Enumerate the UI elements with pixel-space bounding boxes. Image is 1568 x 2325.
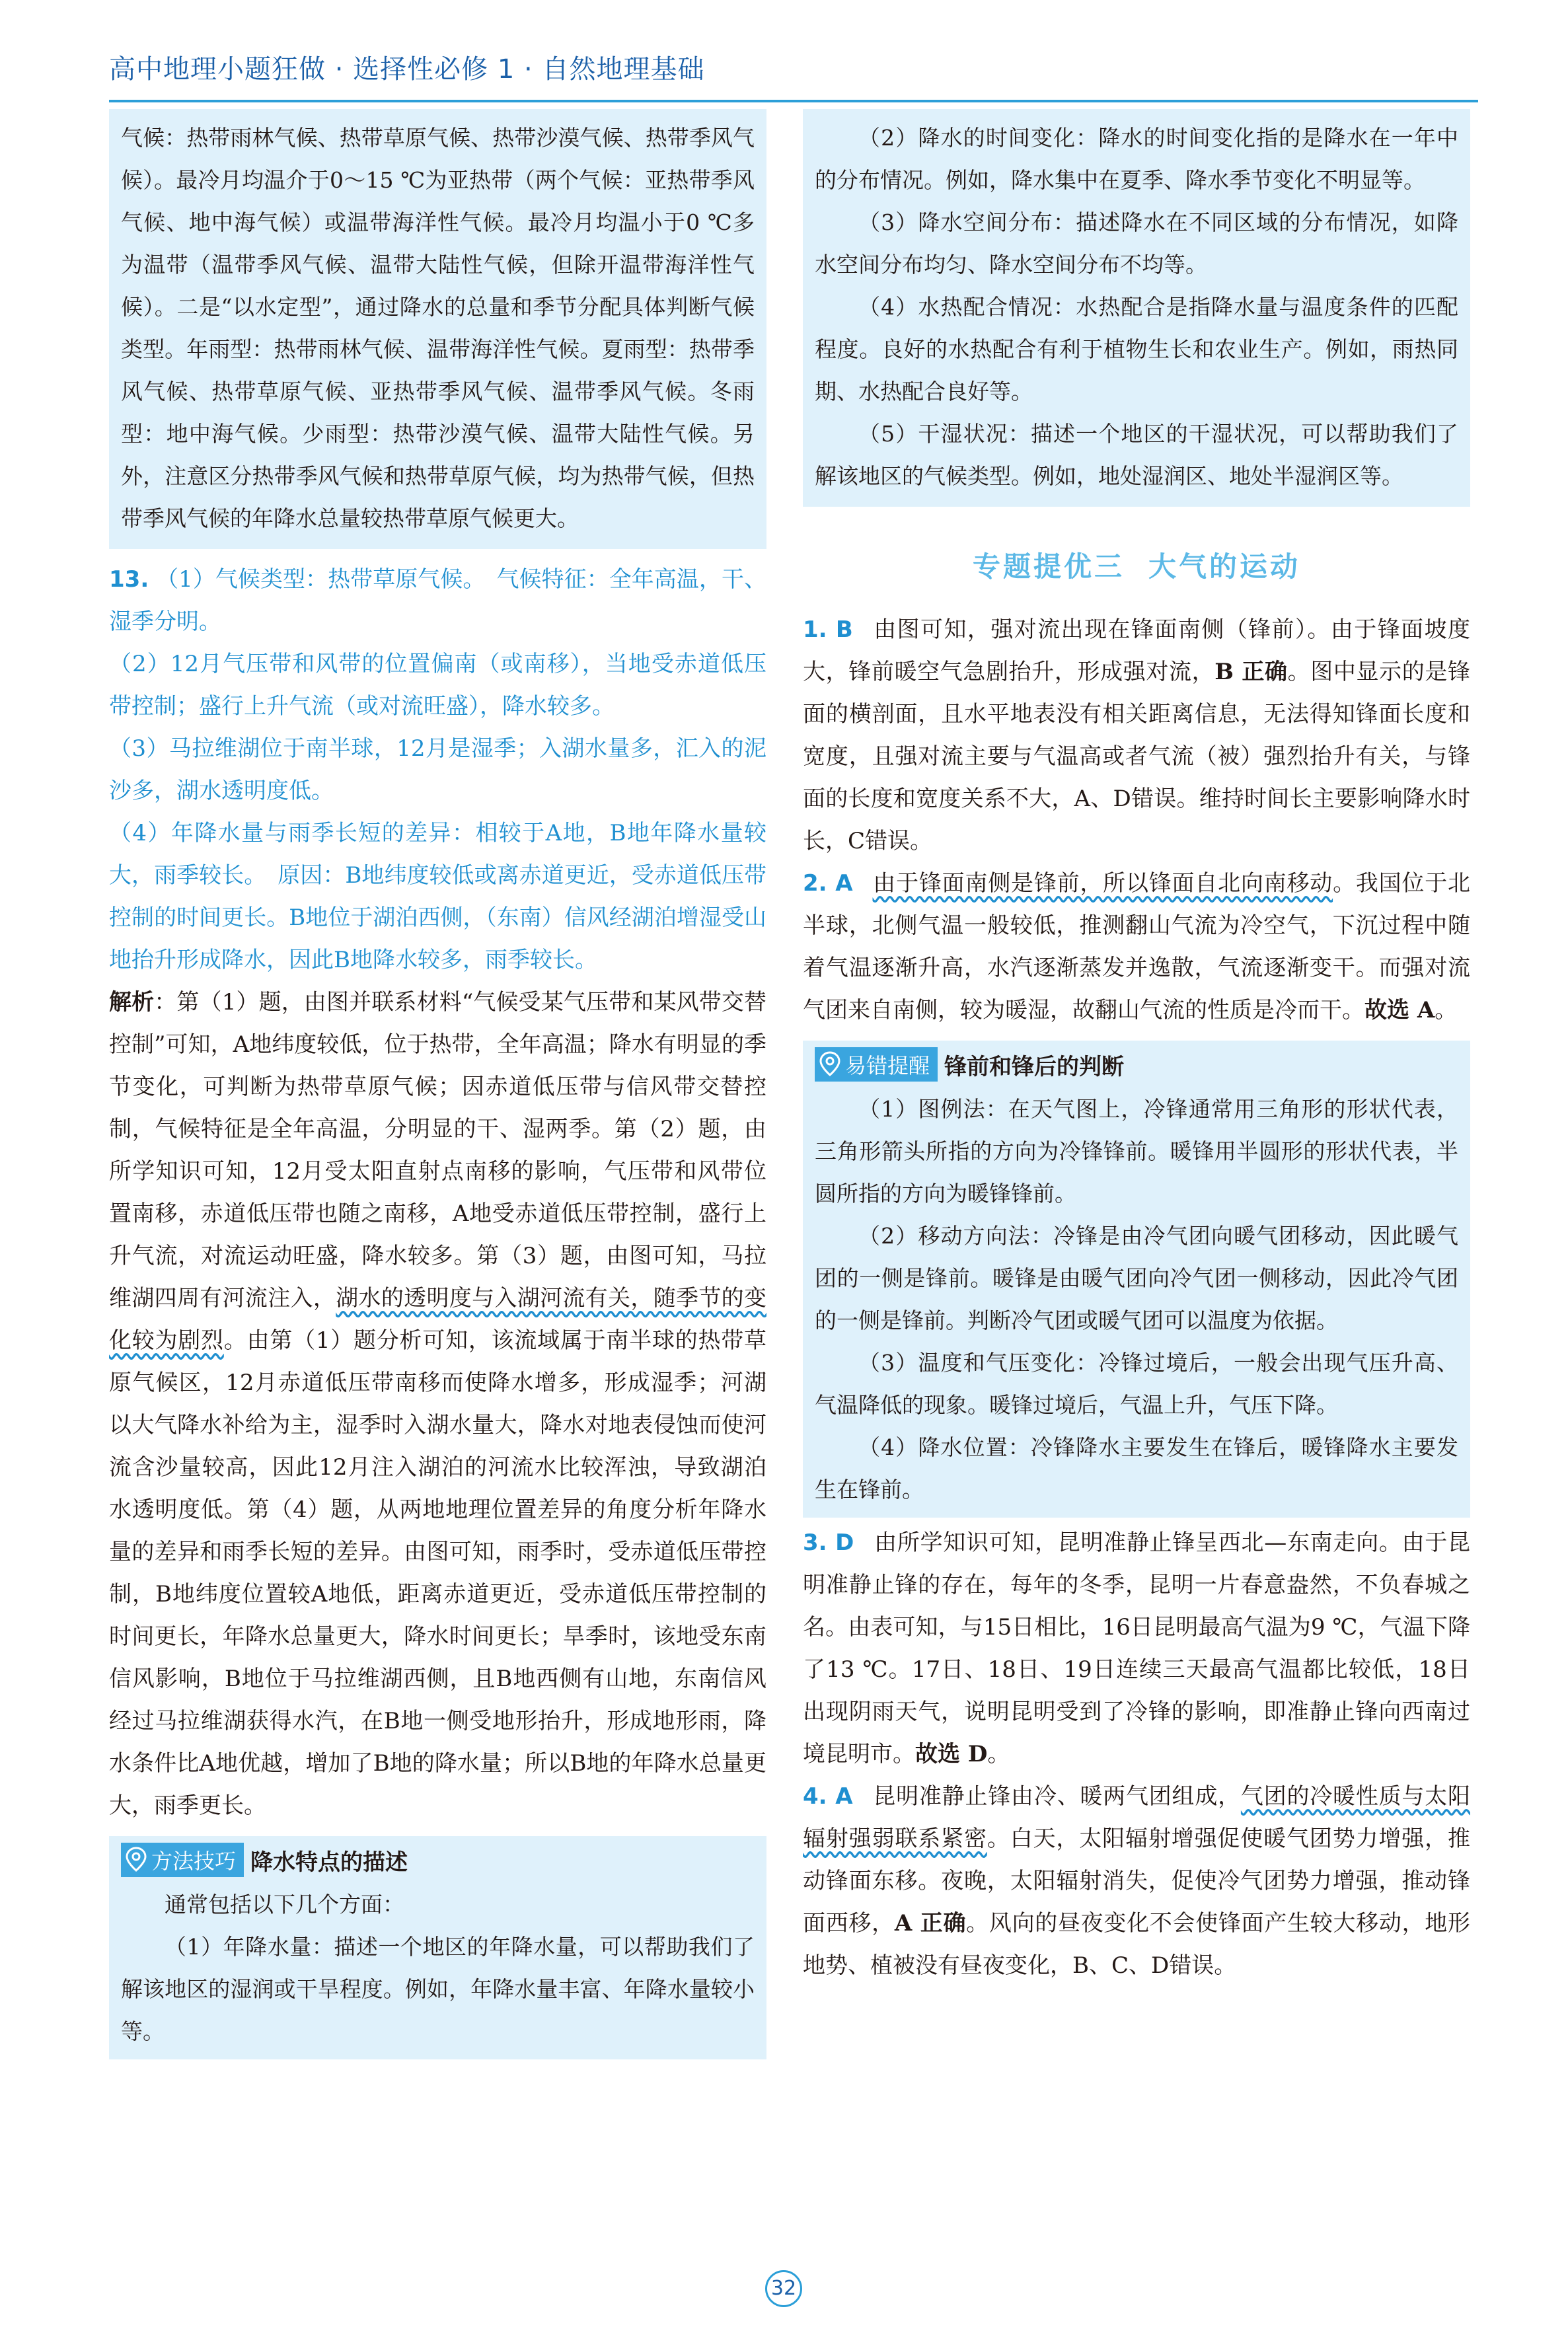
climate-note-box: [109, 109, 766, 549]
page-number: 32: [765, 2270, 802, 2307]
answer-13-part3: （3）马拉维湖位于南半球，12月是湿季；入湖水量多，汇入的泥沙多，湖水透明度低。: [109, 735, 766, 804]
book-title: 高中地理小题狂做 · 选择性必修 1 · 自然地理基础: [109, 54, 705, 85]
key-point-underline: 气团的冷暖性质与太阳辐射强弱联系紧密: [803, 1783, 1470, 1852]
answer-13-part4: （4）年降水量与雨季长短的差异：相较于A地，B地年降水量较大，雨季较长。 原因：B地纬度较低或离赤道更近，受赤道低压带控制的时间更长。B地位于湖泊西侧，（东南）信风经湖泊增湿受山地抬升形成降水，因此B地降水较多，雨季较长。: [109, 820, 766, 973]
error-tip-item: （3）温度和气压变化：冷锋过境后，一般会出现气压升高、气温降低的现象。暖锋过境后，气温上升，气压下降。: [815, 1350, 1458, 1418]
key-point-underline: 湖水的透明度与入湖河流有关，随季节的变化较为剧烈: [109, 1285, 767, 1354]
answer-3: 3. D 由所学知识可知，昆明准静止锋呈西北—东南走向。由于昆明准静止锋的存在，每年的冬季，昆明一片春意盎然，不负春城之名。由表可知，与15日相比，16日昆明最高气温为9 ℃，气温下降了13 ℃。17日、18日、19日连续三天最高气温都比较低，18日出现阴雨天气，说明昆明受到了冷锋的影响，即准静止锋向西南过境昆明市。故选 D。: [803, 1530, 1470, 1767]
method-tip-tag: 方法技巧: [121, 1843, 244, 1877]
error-tip-tag: 易错提醒: [815, 1047, 938, 1082]
answer-13-part2: （2）12月气压带和风带的位置偏南（或南移），当地受赤道低压带控制；盛行上升气流（或对流旺盛），降水较多。: [109, 651, 766, 720]
answer-2: 2. A 由于锋面南侧是锋前，所以锋面自北向南移动。我国位于北半球，北侧气温一般较低，推测翻山气流为冷空气，下沉过程中随着气温逐渐升高，水汽逐渐蒸发并逸散，气流逐渐变干。而强对流气团来自南侧，较为暖湿，故翻山气流的性质是冷而干。故选 A。: [803, 870, 1471, 1023]
page-header: [109, 36, 1478, 102]
map-pin-icon: [819, 1051, 841, 1078]
answer-3-key: 3. D: [803, 1530, 854, 1556]
method-tip-box-continued: [803, 109, 1470, 507]
left-column: [109, 109, 766, 2059]
method-tip-item: （3）降水空间分布：描述降水在不同区域的分布情况，如降水空间分布均匀、降水空间分布不均等。: [815, 209, 1458, 277]
error-tip-item: （1）图例法：在天气图上，冷锋通常用三角形的形状代表，三角形箭头所指的方向为冷锋锋前。暖锋用半圆形的形状代表，半圆所指的方向为暖锋锋前。: [815, 1096, 1458, 1206]
method-tip-item: （4）水热配合情况：水热配合是指降水量与温度条件的匹配程度。良好的水热配合有利于植物生长和农业生产。例如，雨热同期、水热配合良好等。: [815, 294, 1458, 404]
method-tip-item: （5）干湿状况：描述一个地区的干湿状况，可以帮助我们了解该地区的气候类型。例如，地处湿润区、地处半湿润区等。: [815, 421, 1458, 489]
method-tip-item: （2）降水的时间变化：降水的时间变化指的是降水在一年中的分布情况。例如，降水集中在夏季、降水季节变化不明显等。: [815, 125, 1458, 193]
answer-4: 4. A 昆明准静止锋由冷、暖两气团组成，气团的冷暖性质与太阳辐射强弱联系紧密。白天，太阳辐射增强促使暖气团势力增强，推动锋面东移。夜晚，太阳辐射消失，促使冷气团势力增强，推动锋面西移，A 正确。风向的昼夜变化不会使锋面产生较大移动，地形地势、植被没有昼夜变化，B、C、D错误。: [803, 1783, 1471, 1979]
answer-13-part1: 13. （1）气候类型：热带草原气候。 气候特征：全年高温，干、湿季分明。: [109, 566, 766, 635]
error-tip-item: （2）移动方向法：冷锋是由冷气团向暖气团移动，因此暖气团的一侧是锋前。暖锋是由暖气团向冷气团一侧移动，因此冷气团的一侧是锋前。判断冷气团或暖气团可以温度为依据。: [815, 1223, 1458, 1333]
right-column: [803, 109, 1470, 1987]
answer-1: 1. B 由图可知，强对流出现在锋面南侧（锋前）。由于锋面坡度大，锋前暖空气急剧抬升，形成强对流，B 正确。图中显示的是锋面的横剖面，且水平地表没有相关距离信息，无法得知锋面长度和宽度，且强对流主要与气温高或者气流（被）强烈抬升有关，与锋面的长度和宽度关系不大，A、D错误。维持时间长主要影响降水时长，C错误。: [803, 616, 1471, 854]
error-tip-box: [803, 1041, 1470, 1518]
question-number: 13.: [109, 566, 149, 593]
method-tip-box: [109, 1836, 766, 2059]
climate-note-text: 气候：热带雨林气候、热带草原气候、热带沙漠气候、热带季风气候）。最冷月均温介于0～15 ℃为亚热带（两个气候：亚热带季风气候、地中海气候）或温带海洋性气候。最冷月均温小于0 ℃多为温带（温带季风气候、温带大陆性气候，但除开温带海洋性气候）。二是“以水定型”，通过降水的总量和季节分配具体判断气候类型。年雨型：热带雨林气候、温带海洋性气候。夏雨型：热带季风气候、热带草原气候、亚热带季风气候、温带季风气候。冬雨型：地中海气候。少雨型：热带沙漠气候、温带大陆性气候。另外，注意区分热带季风气候和热带草原气候，均为热带气候，但热带季风气候的年降水总量较热带草原气候更大。: [121, 125, 755, 531]
answer-2-key: 2. A: [803, 870, 853, 897]
error-tip-title: 锋前和锋后的判断: [944, 1053, 1125, 1080]
method-tip-item: （1）年降水量：描述一个地区的年降水量，可以帮助我们了解该地区的湿润或干旱程度。例如，年降水量丰富、年降水量较小等。: [121, 1934, 755, 2044]
header-rule: [109, 100, 1478, 102]
error-tip-item: （4）降水位置：冷锋降水主要发生在锋后，暖锋降水主要发生在锋前。: [815, 1434, 1458, 1502]
topic-heading: 专题提优三 大气的运动: [972, 550, 1301, 583]
answer-13: [109, 558, 766, 981]
analysis-13: 解析：第（1）题，由图并联系材料“气候受某气压带和某风带交替控制”可知，A地纬度较低，位于热带，全年高温；降水有明显的季节变化，可判断为热带草原气候；因赤道低压带与信风带交替控制，气候特征是全年高温，分明显的干、湿两季。第（2）题，由所学知识可知，12月受太阳直射点南移的影响，气压带和风带位置南移，赤道低压带也随之南移，A地受赤道低压带控制，盛行上升气流，对流运动旺盛，降水较多。第（3）题，由图可知，马拉维湖四周有河流注入，湖水的透明度与入湖河流有关，随季节的变化较为剧烈。由第（1）题分析可知，该流域属于南半球的热带草原气候区，12月赤道低压带南移而使降水增多，形成湿季；河湖以大气降水补给为主，湿季时入湖水量大，降水对地表侵蚀而使河流含沙量较高，因此12月注入湖泊的河流水比较浑浊，导致湖泊水透明度低。第（4）题，从两地地理位置差异的角度分析年降水量的差异和雨季长短的差异。由图可知，雨季时，受赤道低压带控制，B地纬度位置较A地低，距离赤道更近，受赤道低压带控制的时间更长，年降水总量更大，降水时间更长；旱季时，该地受东南信风影响，B地位于马拉维湖西侧，且B地西侧有山地，东南信风经过马拉维湖获得水汽，在B地一侧受地形抬升，形成地形雨，降水条件比A地优越，增加了B地的降水量；所以B地的年降水总量更大，雨季更长。: [109, 989, 767, 1819]
analysis-label: 解析: [109, 989, 155, 1015]
method-tip-intro: 通常包括以下几个方面：: [165, 1892, 404, 1917]
key-point-underline: 由于锋面南侧是锋前，所以锋面自北向南移动: [872, 870, 1333, 897]
method-tip-title: 降水特点的描述: [250, 1849, 408, 1876]
answer-1-key: 1. B: [803, 616, 853, 643]
map-pin-icon: [125, 1847, 147, 1873]
answer-4-key: 4. A: [803, 1783, 853, 1810]
